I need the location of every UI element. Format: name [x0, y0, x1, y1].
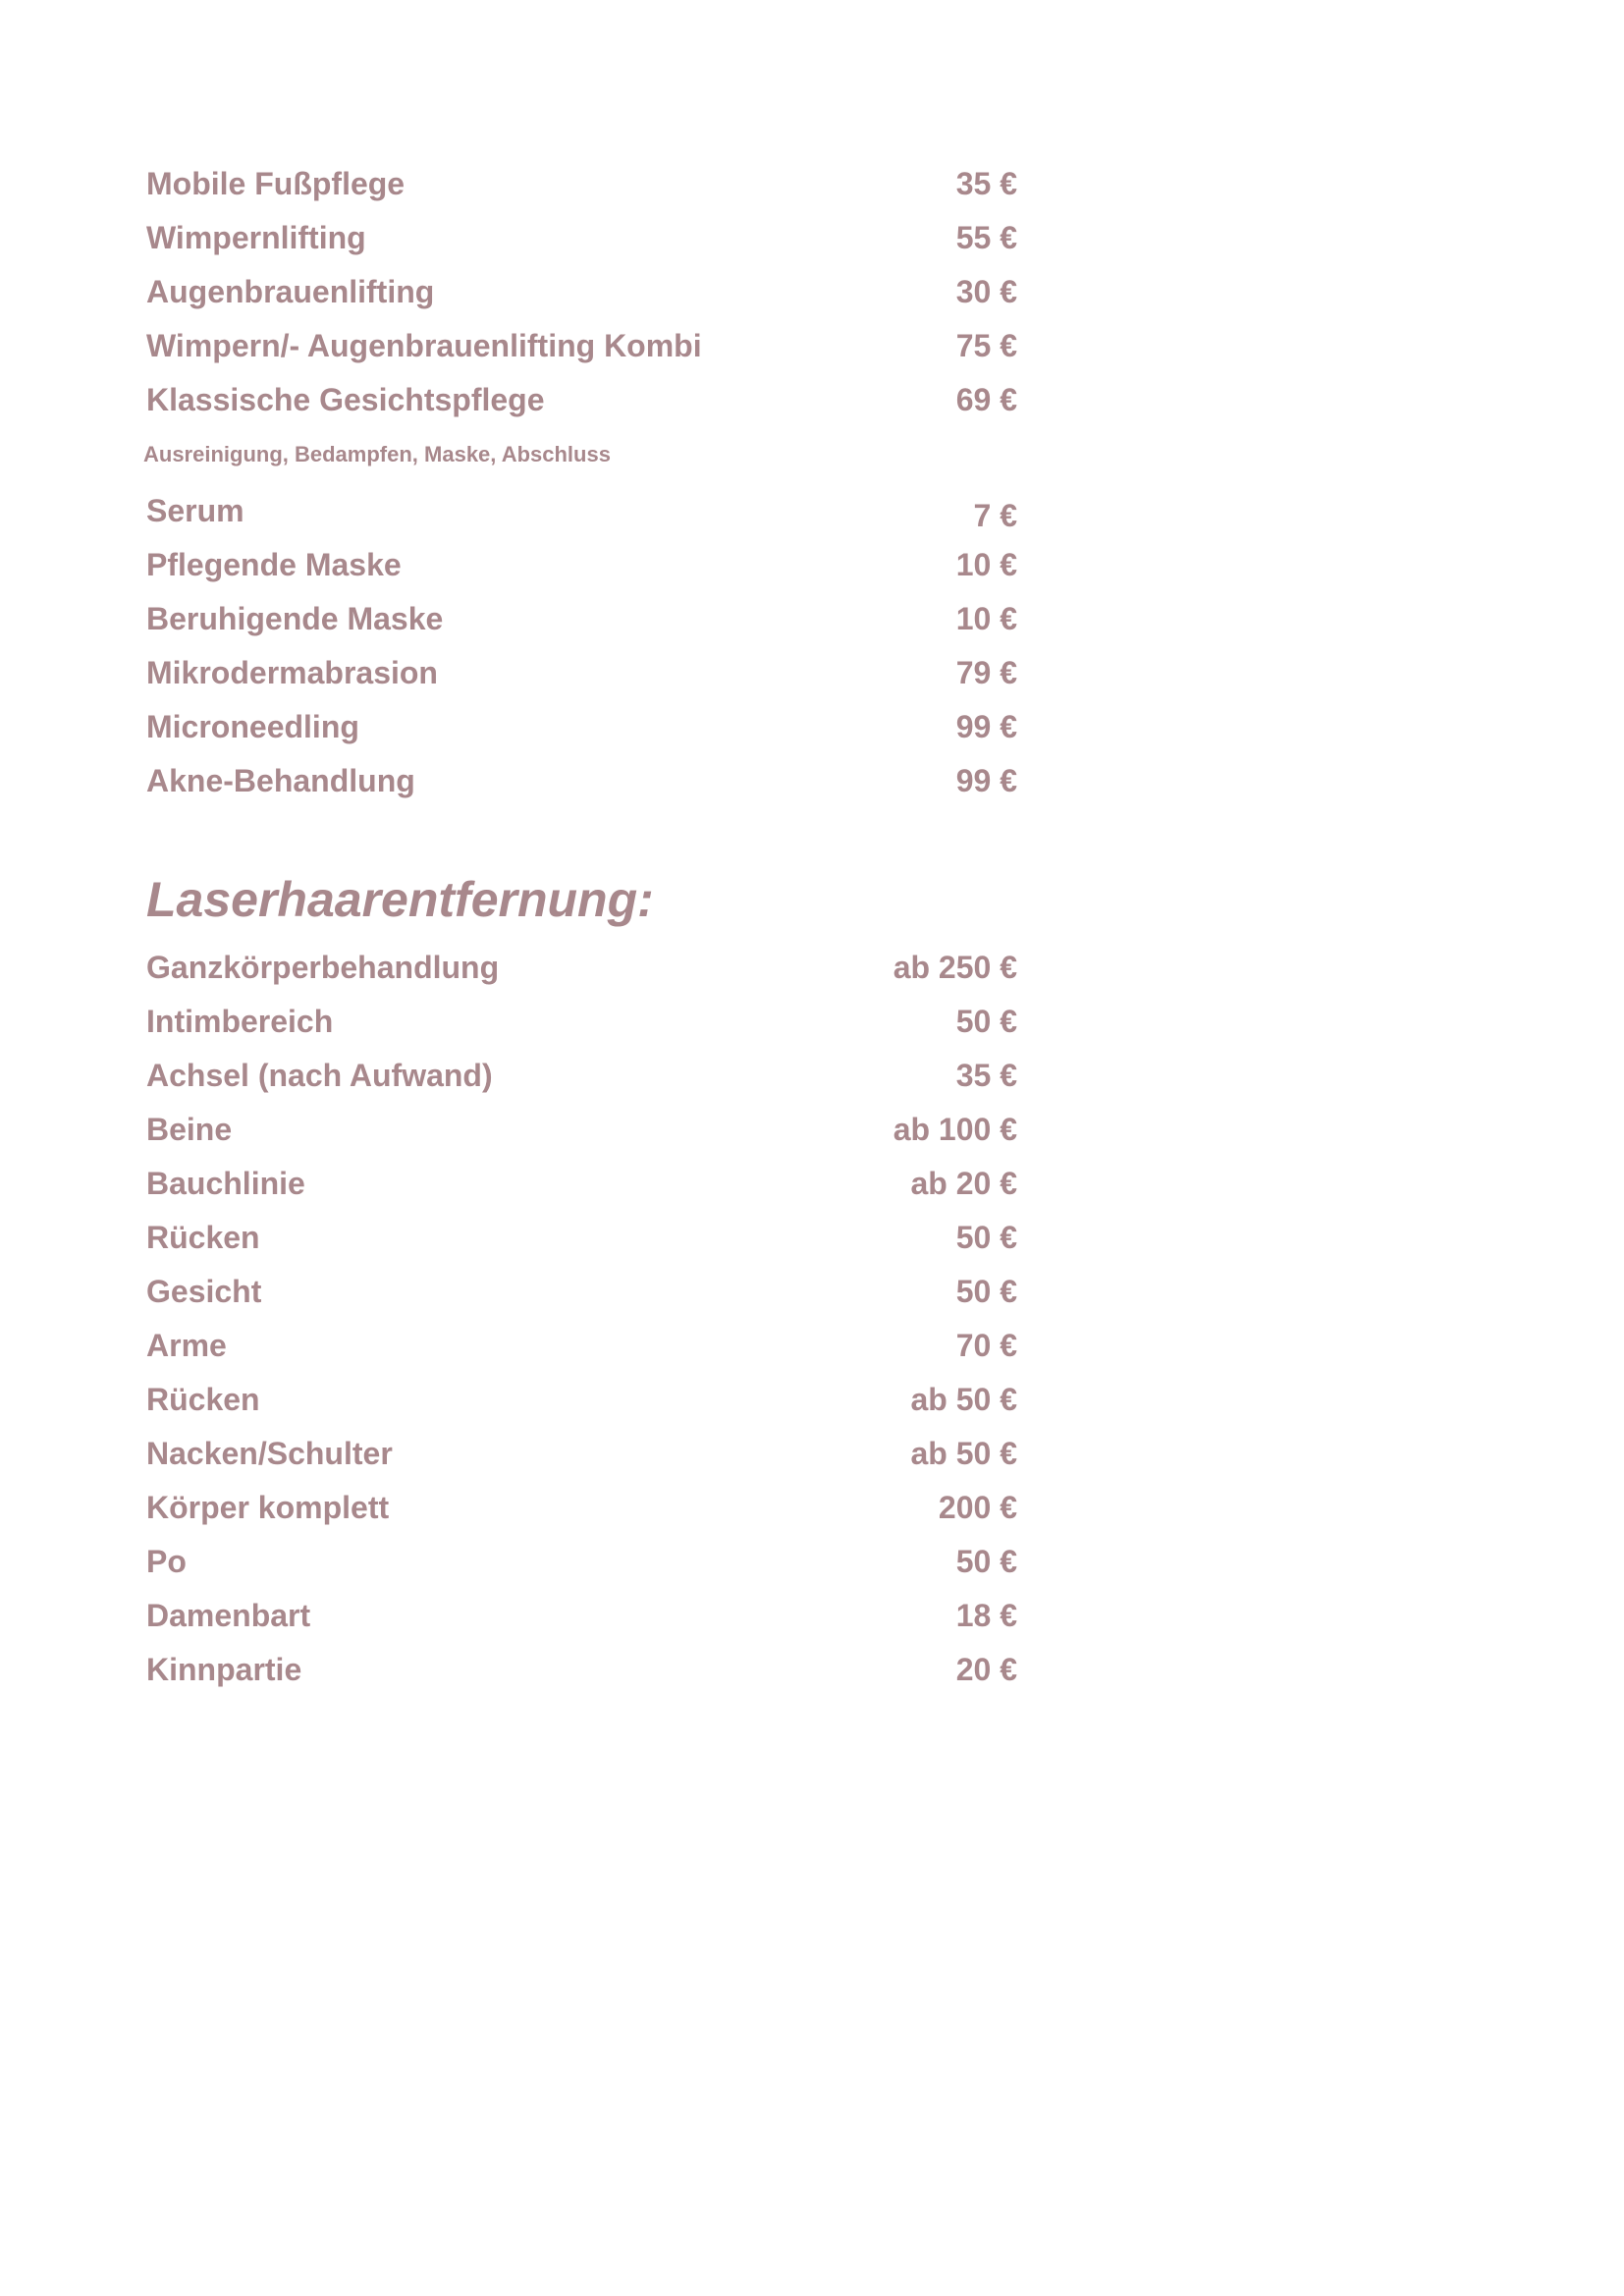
- price-row-treatment: [146, 324, 1017, 367]
- item-price: 69 €: [955, 382, 1017, 417]
- price-row-laser: [146, 1540, 1017, 1583]
- item-price: 7 €: [973, 498, 1017, 533]
- item-price: 30 €: [955, 274, 1017, 309]
- price-row-treatment: [146, 378, 1017, 421]
- item-name: Akne-Behandlung: [146, 763, 415, 798]
- item-name: Klassische Gesichtspflege: [146, 382, 545, 417]
- item-name: Bauchlinie: [146, 1166, 305, 1201]
- item-price: 10 €: [955, 601, 1017, 636]
- item-price: 35 €: [955, 1058, 1017, 1093]
- item-price: 35 €: [955, 166, 1017, 201]
- price-row-laser: [146, 1486, 1017, 1529]
- price-row-addon: [146, 759, 1017, 802]
- item-price: 50 €: [955, 1004, 1017, 1039]
- price-row-laser: [146, 1378, 1017, 1421]
- price-row-laser: [146, 1324, 1017, 1367]
- item-price: 99 €: [955, 763, 1017, 798]
- item-price: 50 €: [955, 1220, 1017, 1255]
- price-row-addon: [146, 705, 1017, 748]
- item-name: Mikrodermabrasion: [146, 655, 438, 690]
- price-row-laser: [146, 1270, 1017, 1313]
- item-name: Nacken/Schulter: [146, 1436, 393, 1471]
- item-name: Microneedling: [146, 709, 359, 744]
- item-price: ab 50 €: [910, 1382, 1017, 1417]
- item-price: 50 €: [955, 1274, 1017, 1309]
- price-row-laser: [146, 946, 1017, 989]
- item-price: 18 €: [955, 1598, 1017, 1633]
- item-price: ab 250 €: [893, 950, 1017, 985]
- price-row-addon: [146, 489, 1017, 532]
- facial-description-note: Ausreinigung, Bedampfen, Maske, Abschluss: [143, 442, 611, 466]
- item-name: Wimpern/- Augenbrauenlifting Kombi: [146, 328, 702, 363]
- item-price: 20 €: [955, 1652, 1017, 1687]
- item-price: ab 50 €: [910, 1436, 1017, 1471]
- price-row-treatment: [146, 162, 1017, 205]
- item-price: 10 €: [955, 547, 1017, 582]
- item-name: Pflegende Maske: [146, 547, 402, 582]
- price-row-laser: [146, 1000, 1017, 1043]
- price-row-laser: [146, 1432, 1017, 1475]
- item-name: Wimpernlifting: [146, 220, 366, 255]
- item-price: 50 €: [955, 1544, 1017, 1579]
- item-name: Achsel (nach Aufwand): [146, 1058, 493, 1093]
- item-price: 55 €: [955, 220, 1017, 255]
- item-price: 200 €: [938, 1490, 1017, 1525]
- item-name: Intimbereich: [146, 1004, 334, 1039]
- price-row-addon: [146, 651, 1017, 694]
- price-row-addon: [146, 543, 1017, 586]
- item-name: Po: [146, 1544, 187, 1579]
- item-name: Rücken: [146, 1382, 260, 1417]
- item-price: ab 20 €: [910, 1166, 1017, 1201]
- price-row-laser: [146, 1648, 1017, 1691]
- item-name: Kinnpartie: [146, 1652, 302, 1687]
- price-row-laser: [146, 1594, 1017, 1637]
- item-name: Rücken: [146, 1220, 260, 1255]
- item-name: Gesicht: [146, 1274, 262, 1309]
- item-name: Serum: [146, 493, 244, 528]
- item-price: 70 €: [955, 1328, 1017, 1363]
- item-name: Beruhigende Maske: [146, 601, 444, 636]
- item-name: Arme: [146, 1328, 227, 1363]
- item-price: 99 €: [955, 709, 1017, 744]
- laser-section-title: Laserhaarentfernung:: [146, 872, 654, 927]
- price-row-laser: [146, 1216, 1017, 1259]
- price-row-treatment: [146, 216, 1017, 259]
- item-name: Augenbrauenlifting: [146, 274, 435, 309]
- price-row-laser: [146, 1054, 1017, 1097]
- item-name: Beine: [146, 1112, 233, 1147]
- price-row-laser: [146, 1108, 1017, 1151]
- item-name: Körper komplett: [146, 1490, 390, 1525]
- item-name: Mobile Fußpflege: [146, 166, 406, 201]
- item-price: 75 €: [955, 328, 1017, 363]
- item-name: Ganzkörperbehandlung: [146, 950, 500, 985]
- price-row-treatment: [146, 270, 1017, 313]
- price-row-addon: [146, 597, 1017, 640]
- item-name: Damenbart: [146, 1598, 311, 1633]
- item-price: ab 100 €: [893, 1112, 1017, 1147]
- price-row-laser: [146, 1162, 1017, 1205]
- item-price: 79 €: [955, 655, 1017, 690]
